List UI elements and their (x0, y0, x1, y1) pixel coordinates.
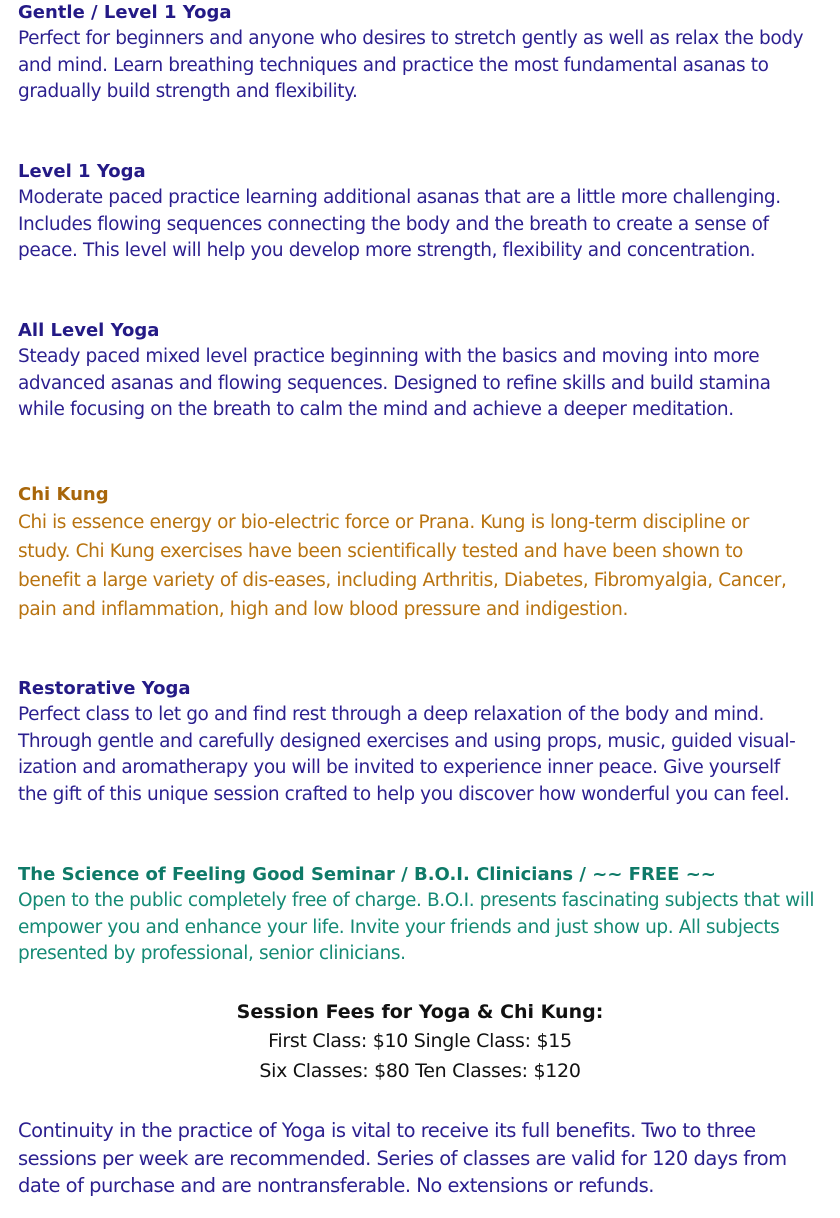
description-line: peace. This level will help you develop more strength, flexibility and concentration. (18, 240, 756, 261)
description-line: Chi is essence energy or bio-electric force or Prana. Kung is long-term discipline or (18, 512, 750, 533)
description-line: Steady paced mixed level practice beginning with the basics and moving into more (18, 346, 760, 367)
section-chi-kung (18, 482, 836, 624)
description-line: study. Chi Kung exercises have been scientifically tested and have been shown to (18, 541, 743, 562)
description-line: the gift of this unique session crafted to help you discover how wonderful you can feel. (18, 783, 790, 805)
description-line: ization and aromatherapy you will be invited to experience inner peace. Give yourself (18, 757, 780, 778)
description-line: Perfect class to let go and find rest through a deep relaxation of the body and mind. (18, 704, 764, 725)
section-title: Chi Kung (18, 484, 109, 505)
description-line: advanced asanas and flowing sequences. Designed to refine skills and build stamina (18, 372, 771, 394)
section-title: All Level Yoga (18, 320, 160, 341)
description-line: Open to the public completely free of charge. B.O.I. presents fascinating subjects that will (18, 890, 815, 911)
description-line: Through gentle and carefully designed exercises and using props, music, guided visual- (18, 730, 796, 752)
closing-line: date of purchase and are nontransferable. No extensions or refunds. (18, 1174, 654, 1197)
section-level-1-yoga (18, 159, 836, 265)
description-line: while focusing on the breath to calm the mind and achieve a deeper meditation. (18, 399, 734, 420)
description-line: benefit a large variety of dis-eases, including Arthritis, Diabetes, Fibromyalgia, Cancer, (18, 570, 787, 591)
section-seminar (18, 862, 836, 968)
fees-line: First Class: $10 Single Class: $15 (268, 1030, 572, 1052)
description-line: empower you and enhance your life. Invite your friends and just show up. All subjects (18, 916, 780, 938)
section-title: Gentle / Level 1 Yoga (18, 2, 232, 23)
section-restorative-yoga (18, 676, 836, 808)
description-line: presented by professional, senior clinicians. (18, 943, 406, 964)
fees-line: Six Classes: $80 Ten Classes: $120 (259, 1060, 581, 1082)
description-line: Perfect for beginners and anyone who desires to stretch gently as well as relax the body (18, 28, 804, 49)
description-line: Moderate paced practice learning additional asanas that are a little more challenging. (18, 187, 781, 208)
fees-title: Session Fees for Yoga & Chi Kung: (236, 1001, 604, 1023)
description-line: Includes flowing sequences connecting the body and the breath to create a sense of (18, 213, 769, 235)
section-title: The Science of Feeling Good Seminar / B.O.I. Clinicians / ~~ FREE ~~ (18, 864, 716, 885)
closing-paragraph (18, 1117, 836, 1200)
closing-line: sessions per week are recommended. Series of classes are valid for 120 days from (18, 1146, 787, 1170)
section-gentle-level-1-yoga (18, 0, 836, 106)
session-fees (0, 998, 840, 1086)
description-line: gradually build strength and flexibility. (18, 81, 358, 102)
section-all-level-yoga (18, 318, 836, 424)
section-title: Restorative Yoga (18, 678, 191, 699)
description-line: and mind. Learn breathing techniques and practice the most fundamental asanas to (18, 54, 769, 76)
closing-line: Continuity in the practice of Yoga is vital to receive its full benefits. Two to three (18, 1119, 756, 1142)
section-title: Level 1 Yoga (18, 161, 146, 182)
description-line: pain and inflammation, high and low blood pressure and indigestion. (18, 599, 628, 620)
